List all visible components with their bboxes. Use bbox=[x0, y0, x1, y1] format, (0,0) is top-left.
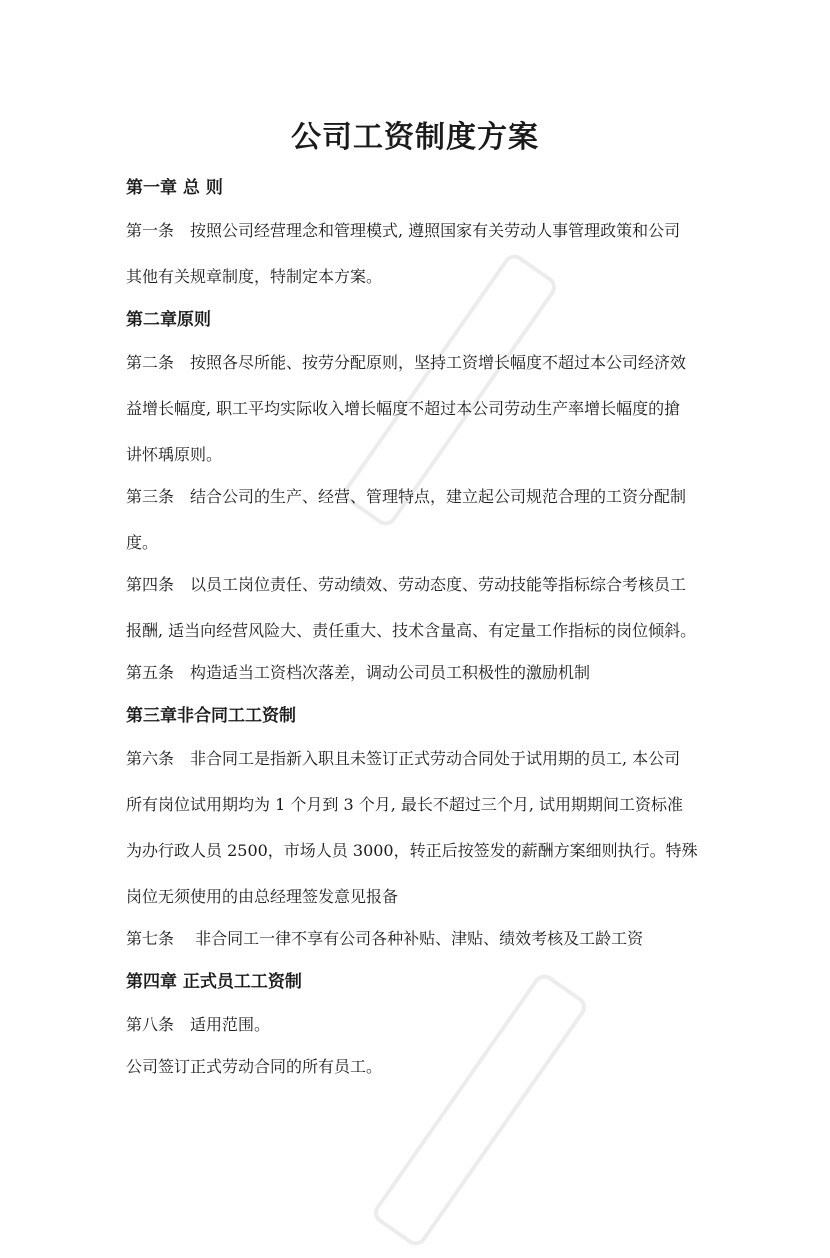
chapter-1-heading: 第一章 总 则 bbox=[126, 178, 223, 198]
article-1 bbox=[126, 216, 710, 292]
document-title: 公司工资制度方案 bbox=[291, 120, 539, 155]
paragraph-line: 度。 bbox=[126, 533, 159, 552]
paragraph-line: 第四条 以员工岗位责任、劳动绩效、劳动态度、劳动技能等指标综合考核员工 bbox=[126, 575, 687, 594]
article-8 bbox=[126, 1010, 710, 1040]
article-4 bbox=[126, 570, 710, 646]
chapter-3-heading: 第三章非合同工工资制 bbox=[126, 706, 296, 726]
article-5 bbox=[126, 658, 710, 688]
article-3 bbox=[126, 482, 710, 558]
chapter-4-heading: 第四章 正式员工工资制 bbox=[126, 972, 302, 992]
paragraph-line: 报酬, 适当向经营风险大、责任重大、技术含量高、有定量工作指标的岗位倾斜。 bbox=[126, 621, 697, 640]
paragraph-line: 第五条 构造适当工资档次落差，调动公司员工积极性的激励机制 bbox=[126, 663, 591, 682]
paragraph-line: 第六条 非合同工是指新入职且未签订正式劳动合同处于试用期的员工, 本公司 bbox=[126, 749, 681, 768]
paragraph-line: 第七条 非合同工一律不享有公司各种补贴、津贴、绩效考核及工龄工资 bbox=[126, 929, 644, 948]
article-7 bbox=[126, 924, 710, 954]
paragraph-line: 第三条 结合公司的生产、经营、管理特点，建立起公司规范合理的工资分配制 bbox=[126, 487, 687, 506]
paragraph-line: 其他有关规章制度，特制定本方案。 bbox=[126, 267, 383, 286]
paragraph-line: 为办行政人员 2500，市场人员 3000，转正后按签发的薪酬方案细则执行。特殊 bbox=[126, 841, 698, 860]
article-2 bbox=[126, 348, 710, 470]
article-8-scope bbox=[126, 1052, 710, 1082]
paragraph-line: 第八条 适用范围。 bbox=[126, 1015, 271, 1034]
paragraph-line: 益增长幅度, 职工平均实际收入增长幅度不超过本公司劳动生产率增长幅度的搶 bbox=[126, 399, 681, 418]
paragraph-line: 第二条 按照各尽所能、按劳分配原则，坚持工资增长幅度不超过本公司经济效 bbox=[126, 353, 687, 372]
paragraph-line: 所有岗位试用期均为 1 个月到 3 个月, 最长不超过三个月, 试用期期间工资标准 bbox=[126, 795, 684, 814]
paragraph-line: 岗位无须使用的由总经理签发意见报备 bbox=[126, 887, 399, 906]
chapter-2-heading: 第二章原则 bbox=[126, 310, 211, 330]
document-body bbox=[126, 172, 710, 1094]
paragraph-line: 讲怀瑀原则。 bbox=[126, 445, 223, 464]
article-6 bbox=[126, 744, 710, 912]
paragraph-line: 公司签订正式劳动合同的所有员工。 bbox=[126, 1057, 383, 1076]
paragraph-line: 第一条 按照公司经营理念和管理模式, 遵照国家有关劳动人事管理政策和公司 bbox=[126, 221, 681, 240]
